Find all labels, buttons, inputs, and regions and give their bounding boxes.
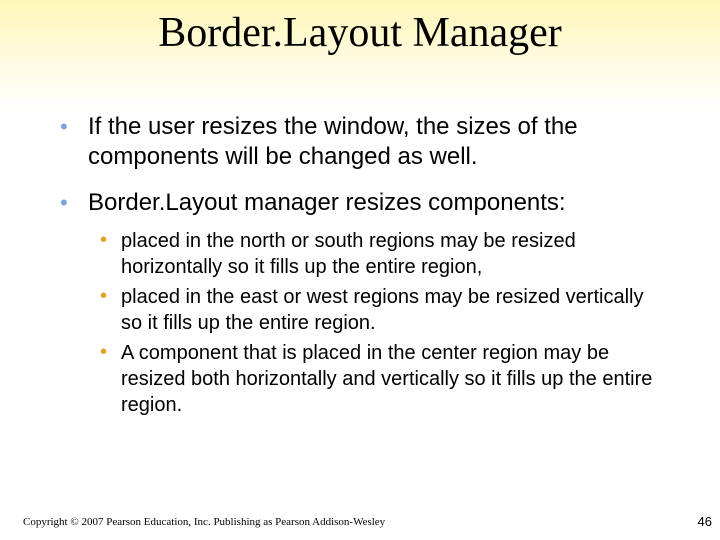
sub-bullet-text: placed in the north or south regions may be resized horizontally so it fills up the entire region, — [121, 230, 576, 278]
copyright-footer: Copyright © 2007 Pearson Education, Inc. Publishing as Pearson Addison-Wesley — [23, 516, 386, 528]
sub-bullet-marker: • — [100, 341, 108, 363]
slide-title: Border.Layout Manager — [158, 10, 562, 56]
sub-bullet-marker: • — [100, 285, 108, 307]
bullet-marker: • — [60, 114, 68, 139]
bullet-item — [60, 188, 690, 218]
sub-bullet-list — [100, 228, 660, 422]
bullet-list — [60, 112, 690, 234]
bullet-text: Border.Layout manager resizes components: — [88, 189, 566, 216]
sub-bullet-text: placed in the east or west regions may be resized vertically so it fills up the entire region. — [121, 286, 644, 334]
bullet-marker: • — [60, 190, 68, 215]
sub-bullet-text: A component that is placed in the center region may be resized both horizontally and vertically so it fills up the entire region. — [121, 342, 653, 416]
sub-bullet-item — [100, 284, 660, 336]
bullet-text: If the user resizes the window, the sizes of the components will be changed as well. — [88, 113, 578, 170]
bullet-item — [60, 112, 690, 172]
sub-bullet-item — [100, 228, 660, 280]
sub-bullet-marker: • — [100, 229, 108, 251]
sub-bullet-item — [100, 340, 660, 418]
page-number: 46 — [697, 514, 712, 529]
